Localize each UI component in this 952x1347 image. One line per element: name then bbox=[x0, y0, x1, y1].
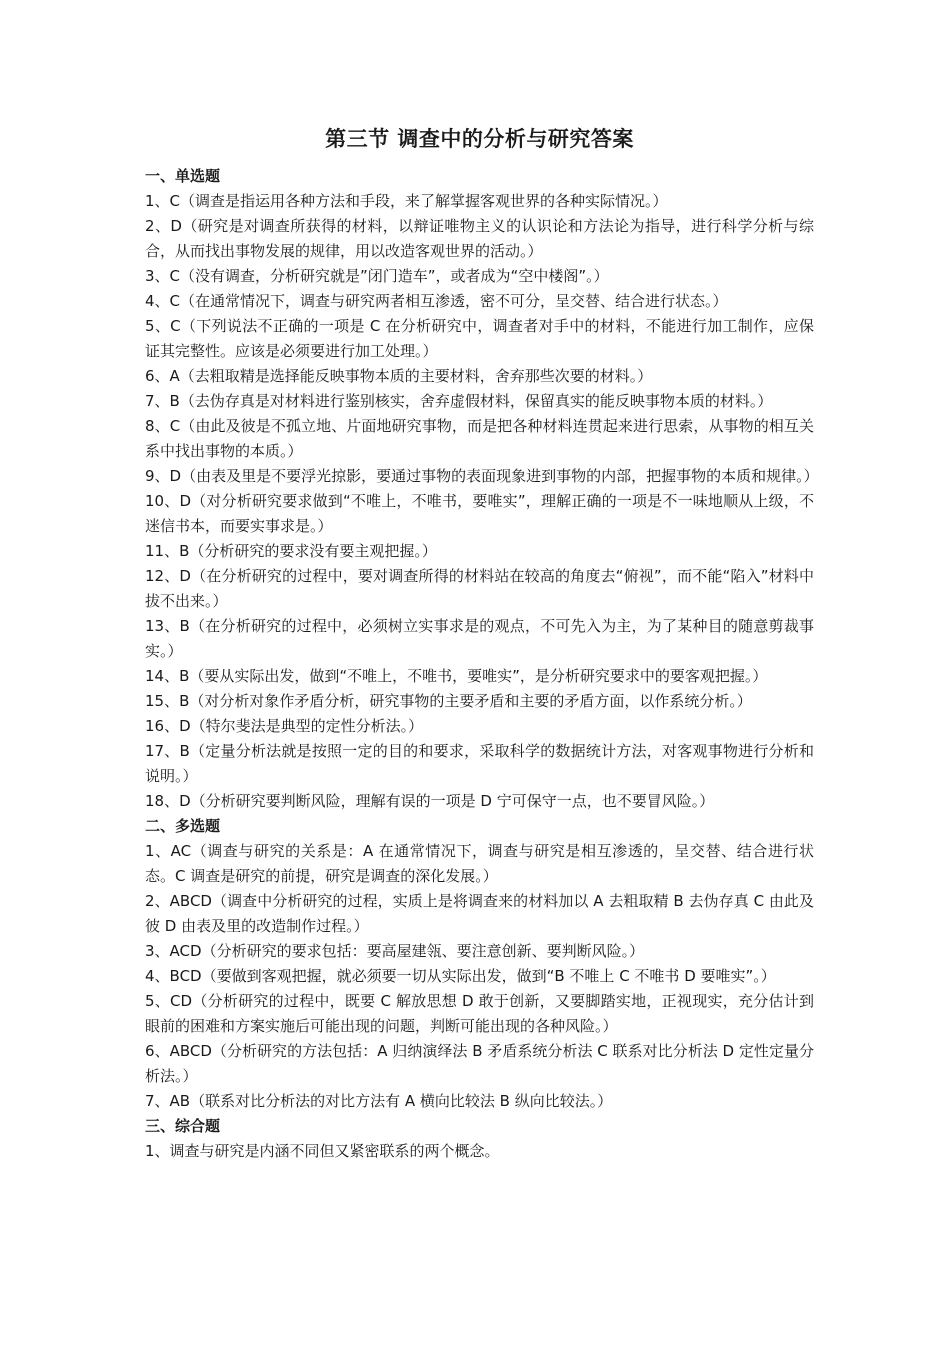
answer-item: 13、B（在分析研究的过程中，必须树立实事求是的观点，不可先入为主，为了某种目的随意剪裁事实。） bbox=[145, 617, 814, 660]
answer-item: 16、D（特尔斐法是典型的定性分析法。） bbox=[145, 717, 424, 735]
answer-item: 8、C（由此及彼是不孤立地、片面地研究事物，而是把各种材料连贯起来进行思索，从事物的相互关系中找出事物的本质。） bbox=[145, 417, 814, 460]
answer-item: 2、D（研究是对调查所获得的材料，以辩证唯物主义的认识论和方法论为指导，进行科学分析与综合，从而找出事物发展的规律，用以改造客观世界的活动。） bbox=[145, 217, 814, 260]
section-heading: 一、单选题 bbox=[145, 167, 221, 185]
answer-sections bbox=[145, 164, 819, 1164]
answer-item: 7、B（去伪存真是对材料进行鉴别核实，舍弃虚假材料，保留真实的能反映事物本质的材料。） bbox=[145, 392, 773, 410]
answer-item: 4、C（在通常情况下，调查与研究两者相互渗透，密不可分，呈交替、结合进行状态。） bbox=[145, 292, 728, 310]
answer-item: 5、CD（分析研究的过程中，既要 C 解放思想 D 敢于创新，又要脚踏实地，正视现实，充分估计到眼前的困难和方案实施后可能出现的问题，判断可能出现的各种风险。） bbox=[145, 992, 814, 1035]
section-2 bbox=[145, 814, 814, 1114]
answer-item: 11、B（分析研究的要求没有要主观把握。） bbox=[145, 542, 437, 560]
answer-item: 1、调查与研究是内涵不同但又紧密联系的两个概念。 bbox=[145, 1142, 500, 1160]
section-3 bbox=[145, 1114, 814, 1164]
answer-item: 7、AB（联系对比分析法的对比方法有 A 横向比较法 B 纵向比较法。） bbox=[145, 1092, 613, 1110]
answer-item: 12、D（在分析研究的过程中，要对调查所得的材料站在较高的角度去“俯视”，而不能“陷入”材料中拔不出来。） bbox=[145, 567, 814, 610]
answer-item: 14、B（要从实际出发，做到“不唯上，不唯书，要唯实”，是分析研究要求中的要客观把握。） bbox=[145, 667, 768, 685]
answer-item: 17、B（定量分析法就是按照一定的目的和要求，采取科学的数据统计方法，对客观事物进行分析和说明。） bbox=[145, 742, 814, 785]
answer-item: 6、ABCD（分析研究的方法包括：A 归纳演绎法 B 矛盾系统分析法 C 联系对比分析法 D 定性定量分析法。） bbox=[145, 1042, 814, 1085]
answer-item: 2、ABCD（调查中分析研究的过程，实质上是将调查来的材料加以 A 去粗取精 B 去伪存真 C 由此及彼 D 由表及里的改造制作过程。） bbox=[145, 892, 814, 935]
section-heading: 二、多选题 bbox=[145, 817, 221, 835]
answer-item: 1、AC（调查与研究的关系是：A 在通常情况下，调查与研究是相互渗透的，呈交替、结合进行状态。C 调查是研究的前提，研究是调查的深化发展。） bbox=[145, 842, 814, 885]
document-title: 第三节 调查中的分析与研究答案 bbox=[325, 127, 634, 151]
section-heading: 三、综合题 bbox=[145, 1117, 221, 1135]
answer-item: 3、ACD（分析研究的要求包括：要高屋建瓴、要注意创新、要判断风险。） bbox=[145, 942, 645, 960]
section-1 bbox=[145, 164, 819, 814]
answer-item: 5、C（下列说法不正确的一项是 C 在分析研究中，调查者对手中的材料，不能进行加工制作，应保证其完整性。应该是必须要进行加工处理。） bbox=[145, 317, 814, 360]
answer-item: 3、C（没有调查，分析研究就是”闭门造车”，或者成为“空中楼阁”。） bbox=[145, 267, 609, 285]
answer-item: 10、D（对分析研究要求做到“不唯上，不唯书，要唯实”，理解正确的一项是不一味地顺从上级，不迷信书本，而要实事求是。） bbox=[145, 492, 814, 535]
answer-item: 15、B（对分析对象作矛盾分析，研究事物的主要矛盾和主要的矛盾方面，以作系统分析。） bbox=[145, 692, 752, 710]
answer-item: 1、C（调查是指运用各种方法和手段，来了解掌握客观世界的各种实际情况。） bbox=[145, 192, 668, 210]
answer-item: 9、D（由表及里是不要浮光掠影，要通过事物的表面现象进到事物的内部，把握事物的本质和规律。） bbox=[145, 467, 819, 485]
answer-item: 18、D（分析研究要判断风险，理解有误的一项是 D 宁可保守一点，也不要冒风险。） bbox=[145, 792, 715, 810]
answer-item: 4、BCD（要做到客观把握，就必须要一切从实际出发，做到“B 不唯上 C 不唯书 D 要唯实”。） bbox=[145, 967, 776, 985]
answer-item: 6、A（去粗取精是选择能反映事物本质的主要材料，舍弃那些次要的材料。） bbox=[145, 367, 653, 385]
